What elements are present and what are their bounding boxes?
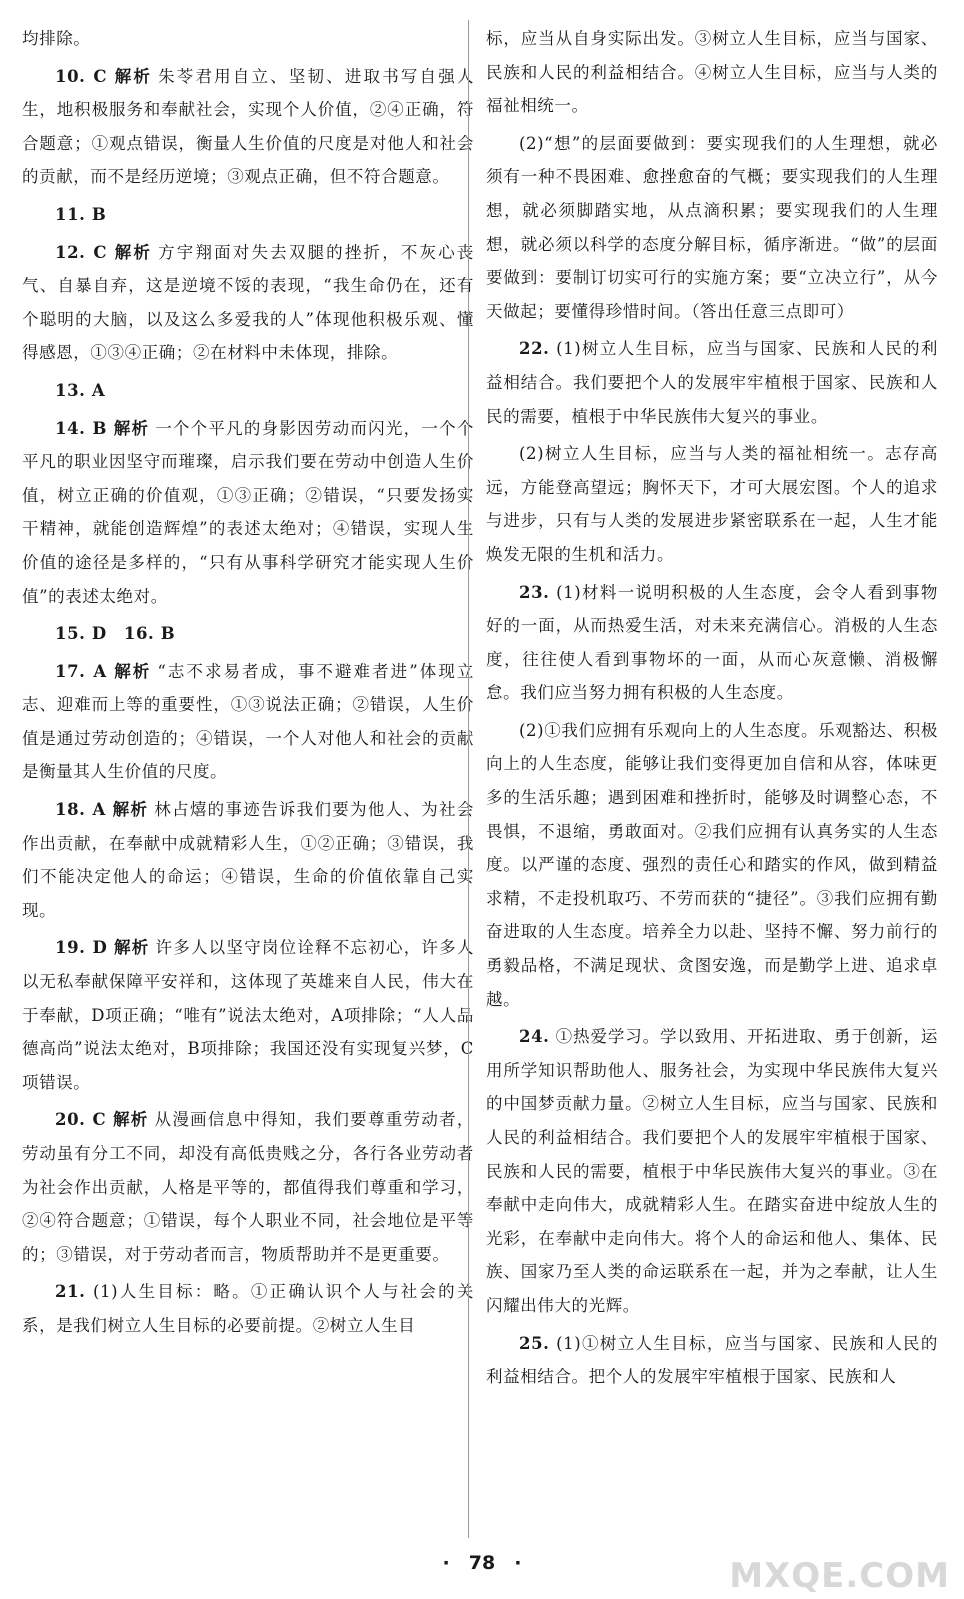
answer-paragraph (486, 332, 938, 433)
page-number: · 78 · (442, 1552, 522, 1574)
analysis-label: 解析 (113, 66, 153, 86)
answer-text: ①热爱学习。学以致用、开拓进取、勇于创新，运用所学知识帮助他人、服务社会，为实现中华民族伟大复兴的中国梦贡献力量。②树立人生目标，应当与国家、民族和人民的利益相结合。我们要把个人的发展牢牢植根于国家、民族和人民的需要，植根于中华民族伟大复兴的事业。③在奉献中走向伟大，成就精彩人生。在踏实奋进中绽放人生的光彩，在奉献中走向伟大。将个人的命运和他人、集体、民族、国家乃至人类的命运联系在一起，并为之奉献，让人生闪耀出伟大的光辉。 (486, 1027, 938, 1315)
answer-paragraph (22, 198, 474, 232)
question-number: 17. A (55, 661, 107, 681)
answer-paragraph (486, 22, 938, 123)
answer-paragraph (486, 127, 938, 329)
question-number: 24. (519, 1027, 550, 1047)
answer-paragraph (22, 1275, 474, 1342)
answer-paragraph (22, 374, 474, 408)
question-number: 15. D 16. B (55, 624, 176, 644)
answer-text: (1)①树立人生目标，应当与国家、民族和人民的利益相结合。把个人的发展牢牢植根于国家、民族和人 (486, 1333, 938, 1387)
answer-text: 从漫画信息中得知，我们要尊重劳动者，劳动虽有分工不同，却没有高低贵贱之分，各行各业劳动者为社会作出贡献，人格是平等的，都值得我们尊重和学习，②④符合题意；①错误，每个人职业不同，社会地位是平等的；③错误，对于劳动者而言，物质帮助并不是更重要。 (22, 1110, 474, 1264)
answer-text: “志不求易者成，事不避难者进”体现立志、迎难而上等的重要性，①③说法正确；②错误，人生价值是通过劳动创造的；④错误，一个人对他人和社会的贡献是衡量其人生价值的尺度。 (22, 661, 474, 782)
question-number: 22. (519, 339, 550, 359)
answer-paragraph (22, 655, 474, 789)
answer-text: 方宇翔面对失去双腿的挫折，不灰心丧气、自暴自弃，这是逆境不馁的表现，“我生命仍在，还有个聪明的大脑，以及这么多爱我的人”体现他积极乐观、懂得感恩，①③④正确；②在材料中未体现，排除。 (22, 242, 475, 363)
analysis-label: 解析 (112, 661, 152, 681)
answer-paragraph (486, 1327, 938, 1394)
analysis-label: 解析 (111, 800, 149, 820)
answer-paragraph (22, 22, 474, 56)
answer-text: 林占熺的事迹告诉我们要为他人、为社会作出贡献，在奉献中成就精彩人生，①②正确；③错误，我们不能决定他人的命运；④错误，生命的价值依靠自己实现。 (22, 800, 474, 920)
question-number: 19. D (55, 938, 108, 958)
answer-text: (1)材料一说明积极的人生态度，会令人看到事物好的一面，从而热爱生活，对未来充满信心。消极的人生态度，往往使人看到事物坏的一面，从而心灰意懒、消极懈怠。我们应当努力拥有积极的人生态度。 (486, 582, 938, 703)
question-number: 12. C (55, 242, 108, 262)
answer-paragraph (486, 576, 938, 710)
answer-paragraph (22, 412, 474, 614)
right-column (486, 22, 938, 1398)
left-column (22, 22, 474, 1347)
question-number: 13. A (55, 380, 106, 400)
column-divider (468, 20, 469, 1538)
answer-text: (2)①我们应拥有乐观向上的人生态度。乐观豁达、积极向上的人生态度，能够让我们变得更加自信和从容，体味更多的生活乐趣；遇到困难和挫折时，能够及时调整心态，不畏惧，不退缩，勇敢面对。②我们应拥有认真务实的人生态度。以严谨的态度、强烈的责任心和踏实的作风，做到精益求精，不走投机取巧、不劳而获的“捷径”。③我们应拥有勤奋进取的人生态度。培养全力以赴、坚持不懈、努力前行的勇毅品格，不满足现状、贪图安逸，而是勤学上进、追求卓越。 (486, 720, 938, 1009)
answer-text: (1)人生目标：略。①正确认识个人与社会的关系，是我们树立人生目标的必要前提。②树立人生目 (22, 1282, 474, 1335)
answer-text: (1)树立人生目标，应当与国家、民族和人民的利益相结合。我们要把个人的发展牢牢植根于国家、民族和人民的需要，植根于中华民族伟大复兴的事业。 (486, 339, 938, 426)
answer-paragraph (486, 437, 938, 571)
analysis-label: 解析 (113, 242, 153, 262)
answer-text: 均排除。 (22, 29, 91, 48)
answer-paragraph (22, 617, 474, 651)
question-number: 20. C (55, 1110, 107, 1130)
answer-text: 许多人以坚守岗位诠释不忘初心，许多人以无私奉献保障平安祥和，这体现了英雄来自人民，伟大在于奉献，D项正确；“唯有”说法太绝对，A项排除；“人人品德高尚”说法太绝对，B项排除；我国还没有实现复兴梦，C项错误。 (22, 938, 474, 1092)
answer-text: (2)树立人生目标，应当与人类的福祉相统一。志存高远，方能登高望远；胸怀天下，才可大展宏图。个人的追求与进步，只有与人类的发展进步紧密联系在一起，人生才能焕发无限的生机和活力。 (486, 444, 938, 564)
answer-text: 一个个平凡的身影因劳动而闪光，一个个平凡的职业因坚守而璀璨，启示我们要在劳动中创造人生价值，树立正确的价值观，①③正确；②错误，“只要发扬实干精神，就能创造辉煌”的表述太绝对；④错误，实现人生价值的途径是多样的，“只有从事科学研究才能实现人生价值”的表述太绝对。 (22, 418, 474, 606)
answer-paragraph (22, 236, 474, 370)
question-number: 18. A (55, 800, 106, 820)
question-number: 21. (55, 1282, 86, 1302)
analysis-label: 解析 (113, 418, 150, 438)
answer-text: (2)“想”的层面要做到：要实现我们的人生理想，就必须有一种不畏困难、愈挫愈奋的气概；要实现我们的人生理想，就必须脚踏实地，从点滴积累；要实现我们的人生理想，就必须以科学的态度分解目标，循序渐进。“做”的层面要做到：要制订切实可行的实施方案；要“立决立行”，从今天做起；要懂得珍惜时间。（答出任意三点即可） (486, 133, 938, 321)
watermark-logo: MXQE.COM (729, 1556, 950, 1596)
answer-paragraph (22, 60, 474, 194)
answer-text: 朱苓君用自立、坚韧、进取书写自强人生，地积极服务和奉献社会，实现个人价值，②④正确，符合题意；①观点错误，衡量人生价值的尺度是对他人和社会的贡献，而不是经历逆境；③观点正确，但不符合题意。 (22, 66, 475, 187)
question-number: 11. B (55, 204, 107, 224)
analysis-label: 解析 (113, 938, 150, 958)
question-number: 14. B (55, 418, 108, 438)
answer-text: 标，应当从自身实际出发。③树立人生目标，应当与国家、民族和人民的利益相结合。④树立人生目标，应当与人类的福祉相统一。 (486, 29, 938, 116)
question-number: 25. (519, 1333, 550, 1353)
question-number: 10. C (55, 66, 108, 86)
question-number: 23. (519, 582, 550, 602)
answer-paragraph (486, 714, 938, 1016)
analysis-label: 解析 (112, 1110, 149, 1130)
answer-paragraph (22, 1103, 474, 1271)
answer-paragraph (22, 931, 474, 1099)
answer-paragraph (22, 793, 474, 927)
answer-paragraph (486, 1020, 938, 1322)
